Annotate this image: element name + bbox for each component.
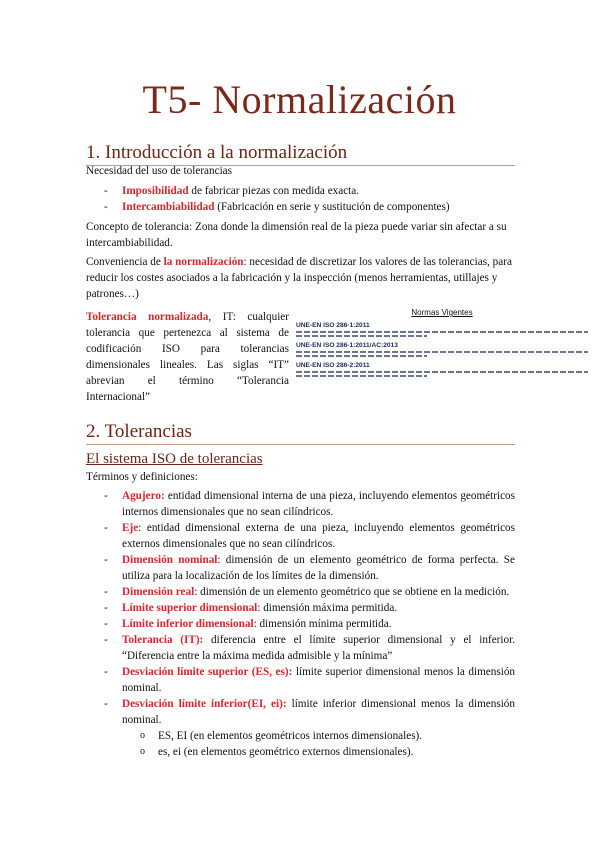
tolerancia-normalizada-paragraph: Tolerancia normalizada, IT: cualquier tolerancia que pertenezca al sistema de codificación ISO para tolerancias dimensionales lineales. Las siglas “IT” abrevian el término “Tolerancia Internacional”	[86, 311, 290, 403]
sub-list-item: o ES, EI (en elementos geométricos internos dimensionales).	[86, 728, 515, 744]
list-item: - Desviación límite superior (ES, es): límite superior dimensional menos la dimensión nominal.	[86, 664, 515, 696]
list-item: - Dimensión real: dimensión de un elemento geométrico que se obtiene en la medición.	[86, 584, 515, 600]
list-item: - Límite superior dimensional: dimensión máxima permitida.	[86, 600, 515, 616]
list-item: - Límite inferior dimensional: dimensión mínima permitida.	[86, 616, 515, 632]
conveniencia-paragraph: Conveniencia de la normalización: necesidad de discretizar los valores de las tolerancias, para reducir los costes asociados a la fabricación y la inspección (menos herramientas, utillajes y patrones…)	[86, 256, 512, 300]
section-1-heading: 1. Introducción a la normalización	[86, 142, 515, 166]
list-item: - Desviación límite inferior(EI, ei): límite inferior dimensional menos la dimensión nominal.	[86, 696, 515, 728]
norma-entry: UNE-EN ISO 286-2:2011	[296, 362, 588, 377]
concept-paragraph: Concepto de tolerancia: Zona donde la dimensión real de la pieza puede variar sin afectar a su intercambiabilidad.	[86, 221, 507, 249]
norma-entry: UNE-EN ISO 286-1:2011	[296, 322, 588, 337]
section-2-subheading: El sistema ISO de tolerancias	[86, 451, 263, 467]
definitions-list	[86, 488, 515, 760]
page-title: T5- Normalización	[142, 77, 457, 122]
list-item: - Tolerancia (IT): diferencia entre el límite superior dimensional y el inferior. “Diferencia entre la máxima medida admisible y la mínima”	[86, 632, 515, 664]
need-text: Necesidad del uso de tolerancias	[86, 165, 233, 177]
list-item: - Agujero: entidad dimensional interna de una pieza, incluyendo elementos geométricos internos dimensionales que no sean cilíndricos.	[86, 488, 515, 520]
list-item: - Eje: entidad dimensional externa de una pieza, incluyendo elementos geométricos externos dimensionales que no sean cilíndricos.	[86, 520, 515, 552]
normas-vigentes-image	[296, 308, 588, 382]
sub-list-item: o es, ei (en elementos geométrico externos dimensionales).	[86, 744, 515, 760]
terms-intro: Términos y definiciones:	[86, 471, 198, 483]
section-2-heading: 2. Tolerancias	[86, 421, 515, 445]
norma-entry: UNE-EN ISO 286-1:2011/AC:2013	[296, 342, 588, 357]
normas-title: Normas Vigentes	[411, 308, 473, 317]
bullet-list-intro	[86, 183, 515, 215]
list-item: - Intercambiabilidad (Fabricación en serie y sustitución de componentes)	[86, 199, 515, 215]
list-item: - Imposibilidad de fabricar piezas con medida exacta.	[86, 183, 515, 199]
list-item: - Dimensión nominal: dimensión de un elemento geométrico de forma perfecta. Se utiliza para la localización de los límites de la dimensión.	[86, 552, 515, 584]
